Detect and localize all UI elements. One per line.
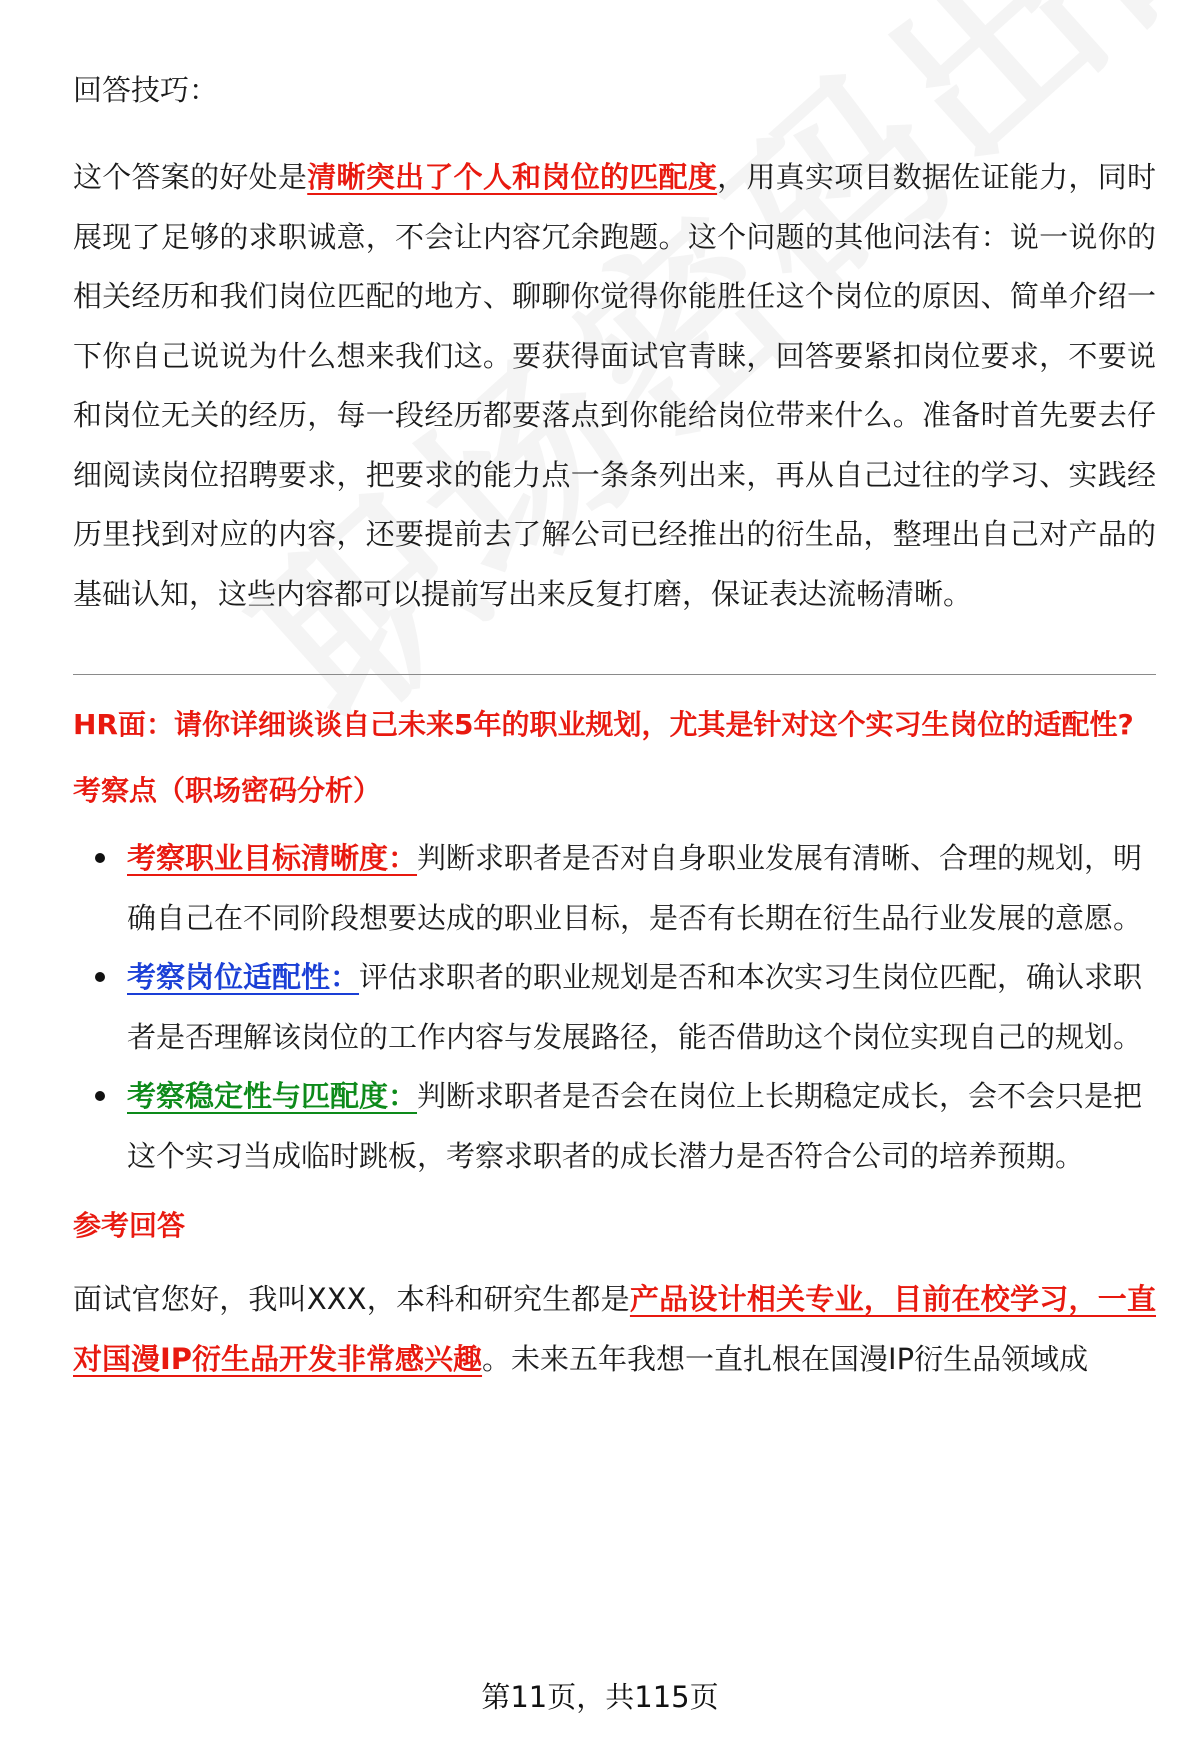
exam-points-list — [73, 829, 1156, 1186]
exam-point-key: 考察职业目标清晰度： — [127, 841, 418, 875]
answer-text-after: 。未来五年我想一直扎根在国漫IP衍生品领域成 — [482, 1341, 1089, 1376]
tips-highlight: 清晰突出了个人和岗位的匹配度 — [307, 160, 718, 194]
reference-answer-title: 参考回答 — [73, 1209, 186, 1242]
hr-question: HR面：请你详细谈谈自己未来5年的职业规划，尤其是针对这个实习生岗位的适配性? — [73, 708, 1134, 741]
tips-label: 回答技巧： — [73, 73, 219, 107]
exam-point-key: 考察稳定性与匹配度： — [127, 1079, 418, 1113]
exam-point-text: 判断求职者是否会在岗位上长期稳定成长，会不会只是把这个实习当成临时跳板，考察求职者的成长潜力是否符合公司的培养预期。 — [127, 1079, 1143, 1173]
exam-point-key: 考察岗位适配性： — [127, 960, 360, 994]
reference-answer-paragraph — [73, 1270, 1156, 1389]
exam-point-stability — [73, 1067, 1156, 1186]
section-divider — [73, 674, 1156, 675]
exam-point-text: 判断求职者是否对自身职业发展有清晰、合理的规划，明确自己在不同阶段想要达成的职业目标，是否有长期在衍生品行业发展的意愿。 — [127, 841, 1143, 935]
answer-text-before: 面试官您好，我叫XXX，本科和研究生都是 — [73, 1282, 630, 1316]
page-footer: 第11页，共115页 — [481, 1680, 719, 1714]
tips-text-after: ，用真实项目数据佐证能力，同时展现了足够的求职诚意，不会让内容冗余跑题。这个问题的其他问法有：说一说你的相关经历和我们岗位匹配的地方、聊聊你觉得你能胜任这个岗位的原因、简单介绍一下你自己说说为什么想来我们这。要获得面试官青睐，回答要紧扣岗位要求，不要说和岗位无关的经历，每一段经历都要落点到你能给岗位带来什么。准备时首先要去仔细阅读岗位招聘要求，把要求的能力点一条条列出来，再从自己过往的学习、实践经历里找到对应的内容，还要提前去了解公司已经推出的衍生品，整理出自己对产品的基础认知，这些内容都可以提前写出来反复打磨，保证表达流畅清晰。 — [73, 160, 1156, 611]
exam-point-fit — [73, 948, 1156, 1067]
answer-highlight: 产品设计相关专业，目前在校学习，一直对国漫IP衍生品开发非常感兴趣 — [73, 1282, 1156, 1376]
tips-text-before: 这个答案的好处是 — [73, 160, 308, 194]
exam-point-goal-clarity — [73, 829, 1156, 948]
exam-point-text: 评估求职者的职业规划是否和本次实习生岗位匹配，确认求职者是否理解该岗位的工作内容与发展路径，能否借助这个岗位实现自己的规划。 — [127, 960, 1143, 1054]
tips-paragraph — [73, 148, 1156, 624]
exam-points-title: 考察点（职场密码分析） — [73, 774, 382, 807]
page-content — [73, 60, 1156, 1389]
